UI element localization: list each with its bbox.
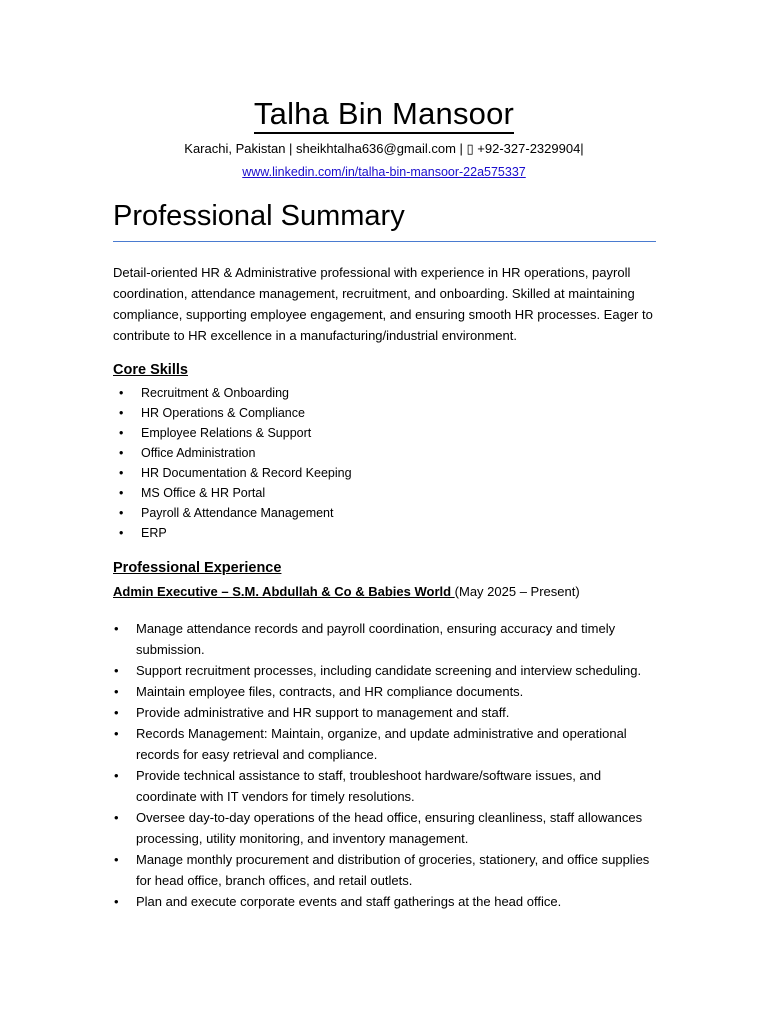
job-title: Admin Executive – S.M. Abdullah & Co & Babies World [113, 584, 455, 599]
contact-line: Karachi, Pakistan | sheikhtalha636@gmail.com | ▯ +92-327-2329904| [184, 141, 584, 156]
linkedin-link[interactable]: www.linkedin.com/in/talha-bin-mansoor-22a575337 [242, 165, 526, 179]
skill-item: • ERP [113, 523, 352, 543]
summary-heading: Professional Summary [113, 200, 405, 232]
duty-item: • Oversee day-to-day operations of the head office, ensuring cleanliness, staff allowances processing, utility monitoring, and inventory management. [113, 807, 661, 849]
duty-item: • Support recruitment processes, including candidate screening and interview scheduling. [113, 660, 661, 681]
duty-item: • Provide administrative and HR support to management and staff. [113, 702, 661, 723]
duty-item: • Provide technical assistance to staff, troubleshoot hardware/software issues, and coordinate with IT vendors for timely resolutions. [113, 765, 661, 807]
skill-item: • Office Administration [113, 443, 352, 463]
job-period: (May 2025 – Present) [454, 584, 580, 599]
duty-item: • Manage attendance records and payroll coordination, ensuring accuracy and timely submission. [113, 618, 661, 660]
core-skills-heading: Core Skills [113, 362, 188, 378]
summary-text: Detail-oriented HR & Administrative professional with experience in HR operations, payroll coordination, attendance management, recruitment, and onboarding. Skilled at maintaining compliance, supporting employee engagement, and ensuring smooth HR processes. Eager to contribute to HR excellence in a manufacturing/industrial environment. [113, 265, 653, 343]
candidate-name-text: Talha Bin Mansoor [254, 96, 514, 134]
duty-item: • Plan and execute corporate events and staff gatherings at the head office. [113, 891, 661, 912]
skill-item: • Employee Relations & Support [113, 423, 352, 443]
duty-item: • Manage monthly procurement and distribution of groceries, stationery, and office supplies for head office, branch offices, and retail outlets. [113, 849, 661, 891]
job-line [113, 582, 580, 602]
skill-item: • Payroll & Attendance Management [113, 503, 352, 523]
skill-item: • MS Office & HR Portal [113, 483, 352, 503]
skills-list [113, 383, 352, 543]
duty-item: • Records Management: Maintain, organize, and update administrative and operational records for easy retrieval and compliance. [113, 723, 661, 765]
experience-heading: Professional Experience [113, 560, 282, 576]
section-divider [113, 241, 656, 242]
skill-item: • Recruitment & Onboarding [113, 383, 352, 403]
duties-list [113, 618, 661, 912]
candidate-name [0, 94, 768, 134]
linkedin-line [0, 163, 768, 181]
skill-item: • HR Operations & Compliance [113, 403, 352, 423]
skill-item: • HR Documentation & Record Keeping [113, 463, 352, 483]
duty-item: • Maintain employee files, contracts, and HR compliance documents. [113, 681, 661, 702]
